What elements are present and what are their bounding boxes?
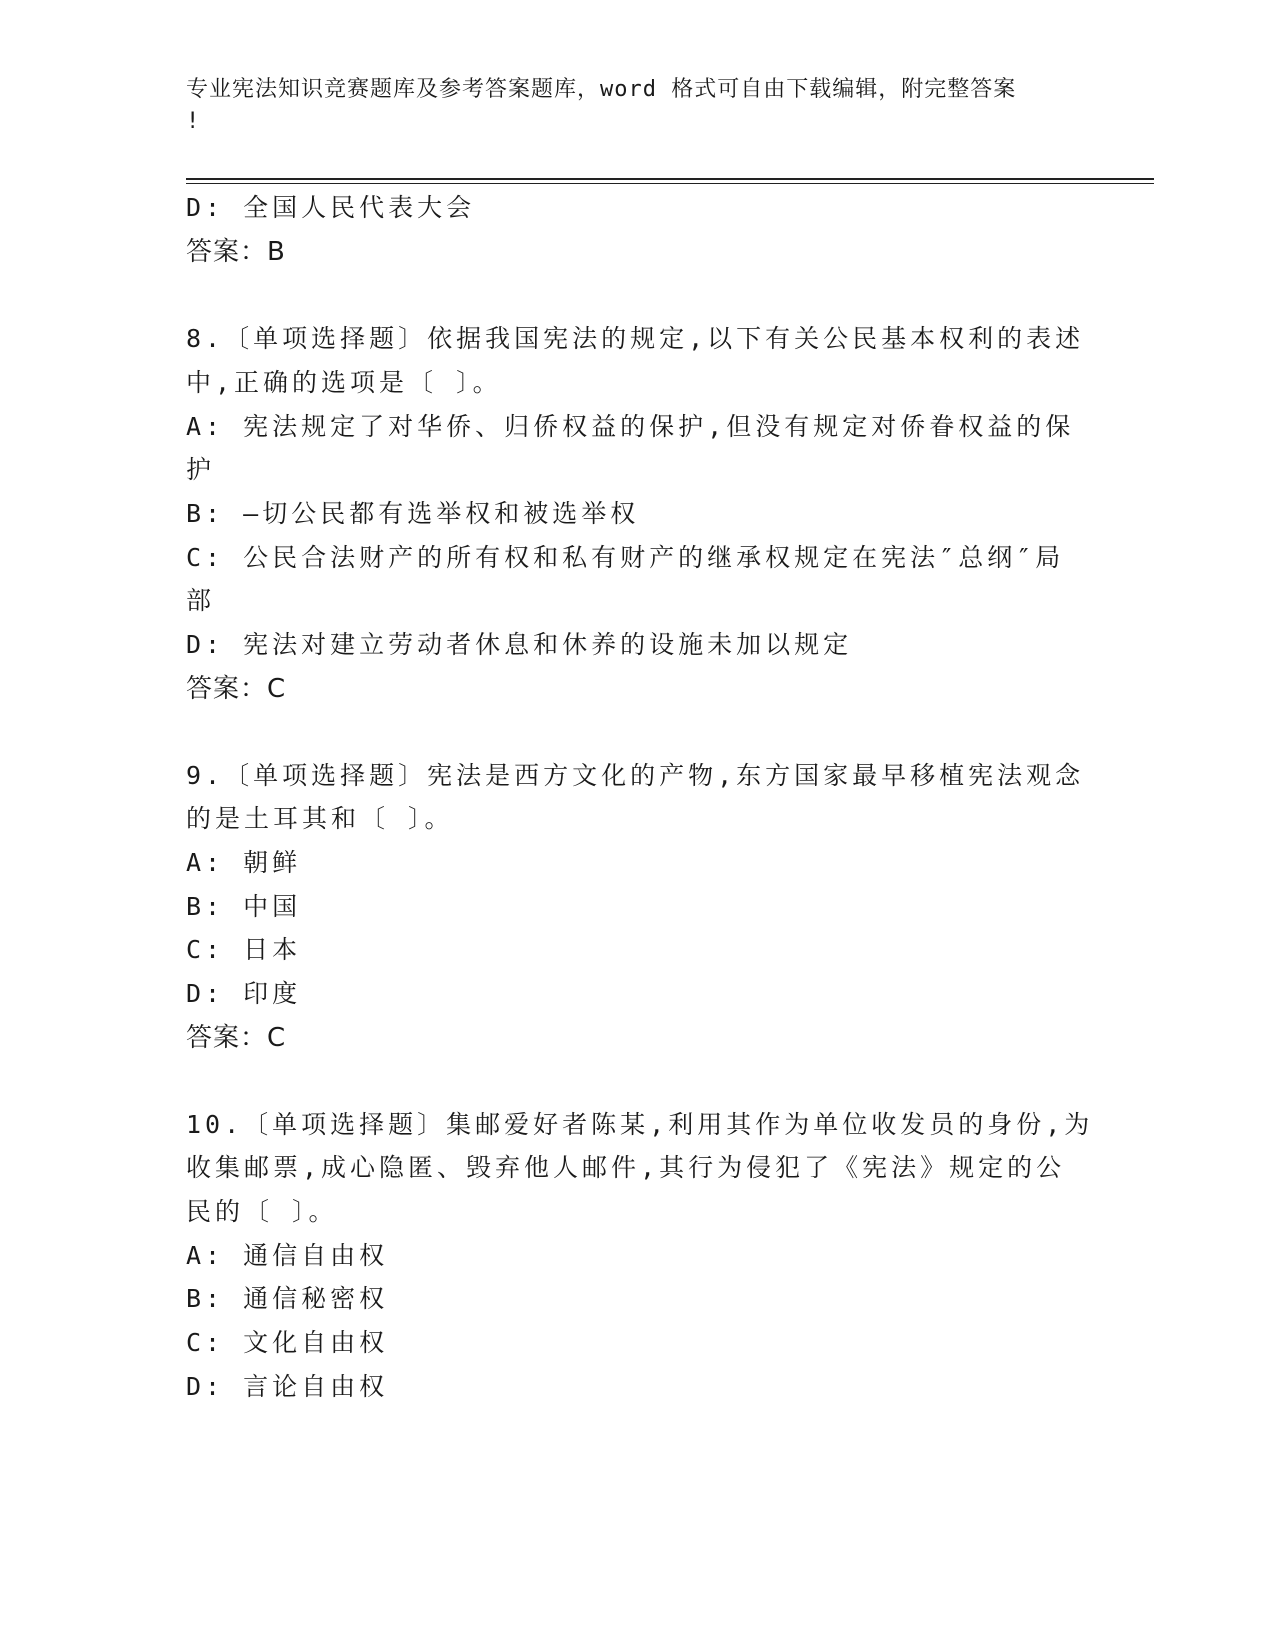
q7-option-d: D: 全国人民代表大会 xyxy=(186,193,476,222)
q9-answer: 答案：C xyxy=(186,1023,287,1053)
q8-stem-line2: 中,正确的选项是〔 〕。 xyxy=(186,368,502,397)
q9-option-a: A: 朝鲜 xyxy=(186,848,302,877)
header-title-continuation: ! xyxy=(186,109,201,134)
q9-stem-line1: 9.〔单项选择题〕宪法是西方文化的产物,东方国家最早移植宪法观念 xyxy=(186,761,1085,790)
q7-answer: 答案：B xyxy=(186,237,286,267)
q8-option-d: D: 宪法对建立劳动者休息和休养的设施未加以规定 xyxy=(186,630,853,659)
page-header xyxy=(186,74,1066,138)
q8-option-c-line1: C: 公民合法财产的所有权和私有财产的继承权规定在宪法″总纲″局 xyxy=(186,543,1065,572)
header-divider-thick xyxy=(186,178,1154,180)
q8-option-a-line1: A: 宪法规定了对华侨、归侨权益的保护,但没有规定对侨眷权益的保 xyxy=(186,412,1075,441)
q10-stem-line3: 民的〔 〕。 xyxy=(186,1197,338,1226)
q8-option-a-line2: 护 xyxy=(186,455,216,484)
q8-stem-line1: 8.〔单项选择题〕依据我国宪法的规定,以下有关公民基本权利的表述 xyxy=(186,324,1085,353)
header-title: 专业宪法知识竞赛题库及参考答案题库，word 格式可自由下载编辑，附完整答案 xyxy=(186,77,1017,102)
q9-option-c: C: 日本 xyxy=(186,935,302,964)
q8-option-b: B: —切公民都有选举权和被选举权 xyxy=(186,499,640,528)
q10-stem-line1: 10.〔单项选择题〕集邮爱好者陈某,利用其作为单位收发员的身份,为 xyxy=(186,1110,1094,1139)
q10-option-b: B: 通信秘密权 xyxy=(186,1284,389,1313)
q10-option-a: A: 通信自由权 xyxy=(186,1241,389,1270)
q10-option-c: C: 文化自由权 xyxy=(186,1328,389,1357)
q9-stem-line2: 的是土耳其和〔 〕。 xyxy=(186,804,454,833)
q10-stem-line2: 收集邮票,成心隐匿、毁弃他人邮件,其行为侵犯了《宪法》规定的公 xyxy=(186,1153,1066,1182)
q9-option-b: B: 中国 xyxy=(186,892,302,921)
q10-option-d: D: 言论自由权 xyxy=(186,1372,389,1401)
header-divider-thin xyxy=(186,183,1154,184)
q8-option-c-line2: 部 xyxy=(186,586,216,615)
q8-answer: 答案：C xyxy=(186,674,287,704)
q9-option-d: D: 印度 xyxy=(186,979,302,1008)
